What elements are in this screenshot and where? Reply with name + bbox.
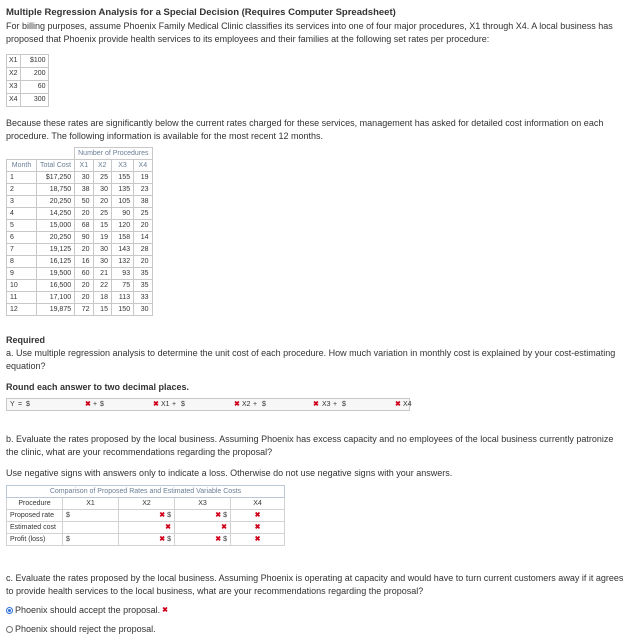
comparison-caption: Comparison of Proposed Rates and Estimated Variable Costs bbox=[7, 486, 285, 498]
history-cell: 20 bbox=[93, 195, 111, 207]
history-row bbox=[7, 291, 153, 303]
comparison-row-label: Estimated cost bbox=[7, 522, 63, 534]
x3-coefficient-input[interactable] bbox=[267, 399, 313, 410]
comparison-column-header: X3 bbox=[175, 498, 231, 510]
comparison-column-header: X2 bbox=[119, 498, 175, 510]
history-cell: 30 bbox=[93, 243, 111, 255]
option-label: Phoenix should accept the proposal. bbox=[15, 605, 161, 616]
history-column-header: X2 bbox=[93, 159, 111, 171]
history-cell: 90 bbox=[75, 231, 93, 243]
history-cell: 19 bbox=[134, 171, 152, 183]
option-label: Phoenix should reject the proposal. bbox=[15, 624, 156, 635]
history-cell: 16 bbox=[75, 255, 93, 267]
history-cell: 158 bbox=[111, 231, 133, 243]
history-cell: 2 bbox=[7, 183, 37, 195]
history-cell: 15 bbox=[93, 219, 111, 231]
recommendation-options bbox=[6, 604, 626, 636]
wrong-icon: ✖ bbox=[215, 512, 222, 520]
comparison-input-cell[interactable] bbox=[63, 510, 119, 522]
wrong-icon: ✖ bbox=[159, 536, 166, 544]
comparison-table bbox=[6, 485, 285, 546]
history-cell: 9 bbox=[7, 267, 37, 279]
comparison-input-cell[interactable] bbox=[119, 510, 175, 522]
comparison-input-cell[interactable] bbox=[119, 534, 175, 546]
history-row bbox=[7, 219, 153, 231]
history-cell: 113 bbox=[111, 291, 133, 303]
history-cell: 20,250 bbox=[37, 195, 75, 207]
wrong-icon: ✖ bbox=[165, 524, 171, 532]
rate-procedure: X2 bbox=[7, 67, 21, 80]
eq-dollar-2: $ bbox=[181, 401, 185, 409]
part-b-text: b. Evaluate the rates proposed by the local business. Assuming Phoenix has excess capacity and no employees of the local business currently patronize the clinic, what are your recommendations regarding the proposal? bbox=[6, 434, 614, 458]
history-cell: 16,125 bbox=[37, 255, 75, 267]
history-row bbox=[7, 303, 153, 315]
rate-row bbox=[7, 93, 49, 106]
history-cell: 35 bbox=[134, 279, 152, 291]
history-cell: 15 bbox=[93, 303, 111, 315]
history-cell: 35 bbox=[134, 267, 152, 279]
history-cell: 93 bbox=[111, 267, 133, 279]
dollar-sign: $ bbox=[66, 512, 70, 520]
wrong-icon: ✖ bbox=[254, 524, 261, 532]
wrong-icon: ✖ bbox=[254, 536, 261, 544]
history-row bbox=[7, 207, 153, 219]
history-cell: 30 bbox=[93, 255, 111, 267]
history-cell: 21 bbox=[93, 267, 111, 279]
history-cell: 155 bbox=[111, 171, 133, 183]
group-header: Number of Procedures bbox=[75, 147, 152, 159]
comparison-input-cell[interactable] bbox=[63, 534, 119, 546]
history-cell: 19,500 bbox=[37, 267, 75, 279]
eq-equals: = bbox=[18, 401, 23, 409]
history-cell: 25 bbox=[134, 207, 152, 219]
comparison-input-cell[interactable] bbox=[231, 534, 285, 546]
eq-plus-3: + bbox=[253, 401, 258, 409]
history-row bbox=[7, 171, 153, 183]
x1-coefficient-input[interactable] bbox=[105, 399, 151, 410]
history-cell: 105 bbox=[111, 195, 133, 207]
eq-plus-1: + bbox=[93, 401, 98, 409]
history-cell: 7 bbox=[7, 243, 37, 255]
history-cell: 20,250 bbox=[37, 231, 75, 243]
history-cell: 22 bbox=[93, 279, 111, 291]
comparison-column-header: X4 bbox=[231, 498, 285, 510]
comparison-row-label: Profit (loss) bbox=[7, 534, 63, 546]
eq-x1-label: X1 bbox=[161, 401, 170, 409]
dollar-sign: $ bbox=[167, 512, 171, 520]
required-heading: Required bbox=[6, 334, 46, 345]
comparison-row bbox=[7, 534, 285, 546]
history-column-header: Month bbox=[7, 159, 37, 171]
history-cell: 150 bbox=[111, 303, 133, 315]
history-cell: 5 bbox=[7, 219, 37, 231]
history-cell: 28 bbox=[134, 243, 152, 255]
history-cell: 143 bbox=[111, 243, 133, 255]
history-cell: 30 bbox=[75, 171, 93, 183]
history-cell: 3 bbox=[7, 195, 37, 207]
comparison-row-label: Proposed rate bbox=[7, 510, 63, 522]
rate-value: 300 bbox=[20, 93, 48, 106]
x2-wrong-icon: ✖ bbox=[234, 401, 240, 409]
history-column-header: X1 bbox=[75, 159, 93, 171]
rates-table bbox=[6, 54, 49, 107]
eq-dollar-4: $ bbox=[342, 401, 346, 409]
history-cell: 90 bbox=[111, 207, 133, 219]
eq-plus-2: + bbox=[172, 401, 177, 409]
history-table bbox=[6, 147, 153, 316]
x3-wrong-icon: ✖ bbox=[313, 401, 319, 409]
comparison-input-cell[interactable] bbox=[175, 534, 231, 546]
rate-value: 60 bbox=[20, 80, 48, 93]
eq-dollar-1: $ bbox=[100, 401, 104, 409]
history-cell: 25 bbox=[93, 207, 111, 219]
history-cell: 18,750 bbox=[37, 183, 75, 195]
recommendation-option[interactable] bbox=[6, 623, 626, 636]
history-cell: 20 bbox=[75, 279, 93, 291]
history-cell: 20 bbox=[134, 219, 152, 231]
rate-procedure: X3 bbox=[7, 80, 21, 93]
context-text: Because these rates are significantly below the current rates charged for these services, management has asked for detailed cost information on each procedure. The following information is available for the most recent 12 months. bbox=[6, 117, 604, 141]
sign-note: Use negative signs with answers only to indicate a loss. Otherwise do not use negative signs with your answers. bbox=[6, 468, 453, 479]
history-row bbox=[7, 231, 153, 243]
x1-wrong-icon: ✖ bbox=[153, 401, 159, 409]
wrong-icon: ✖ bbox=[215, 536, 222, 544]
history-cell: 16,500 bbox=[37, 279, 75, 291]
comparison-input-cell[interactable] bbox=[231, 510, 285, 522]
history-column-header: X3 bbox=[111, 159, 133, 171]
history-cell: 19 bbox=[93, 231, 111, 243]
history-cell: 20 bbox=[134, 255, 152, 267]
history-cell: 30 bbox=[134, 303, 152, 315]
comparison-input-cell[interactable] bbox=[175, 510, 231, 522]
rate-value: 200 bbox=[20, 67, 48, 80]
history-cell: 14 bbox=[134, 231, 152, 243]
recommendation-option[interactable] bbox=[6, 604, 626, 617]
history-cell: 135 bbox=[111, 183, 133, 195]
x4-coefficient-input[interactable] bbox=[347, 399, 391, 410]
comparison-input-cell[interactable] bbox=[175, 522, 231, 534]
part-a-text: a. Use multiple regression analysis to determine the unit cost of each procedure. How much variation in monthly cost is explained by your cost-estimating equation? bbox=[6, 348, 616, 372]
history-cell: 20 bbox=[75, 291, 93, 303]
eq-y-label: Y bbox=[10, 401, 15, 409]
radio-button[interactable] bbox=[6, 626, 13, 633]
history-row bbox=[7, 183, 153, 195]
x4-wrong-icon: ✖ bbox=[395, 401, 401, 409]
history-cell: 33 bbox=[134, 291, 152, 303]
history-row bbox=[7, 255, 153, 267]
history-cell: 25 bbox=[93, 171, 111, 183]
radio-button[interactable] bbox=[6, 607, 13, 614]
history-cell: 14,250 bbox=[37, 207, 75, 219]
history-cell: 4 bbox=[7, 207, 37, 219]
history-column-header: X4 bbox=[134, 159, 152, 171]
history-cell: 68 bbox=[75, 219, 93, 231]
comparison-column-header: X1 bbox=[63, 498, 119, 510]
rate-procedure: X4 bbox=[7, 93, 21, 106]
history-row bbox=[7, 267, 153, 279]
history-row bbox=[7, 279, 153, 291]
history-cell: $17,250 bbox=[37, 171, 75, 183]
part-c-text: c. Evaluate the rates proposed by the local business. Assuming Phoenix is operating at capacity and would have to turn current customers away if it agrees to provide health services to the local business, what are your recommendations regarding the proposal? bbox=[6, 573, 624, 597]
eq-x4-label: X4 bbox=[403, 401, 412, 409]
history-cell: 8 bbox=[7, 255, 37, 267]
dollar-sign: $ bbox=[66, 536, 70, 544]
round-note: Round each answer to two decimal places. bbox=[6, 382, 190, 393]
history-cell: 19,875 bbox=[37, 303, 75, 315]
history-column-header: Total Cost bbox=[37, 159, 75, 171]
history-cell: 38 bbox=[75, 183, 93, 195]
question-title: Multiple Regression Analysis for a Special Decision (Requires Computer Spreadsheet) bbox=[6, 7, 396, 18]
eq-x3-label: X3 bbox=[322, 401, 331, 409]
history-row bbox=[7, 243, 153, 255]
regression-equation bbox=[6, 398, 410, 411]
eq-dollar-3: $ bbox=[262, 401, 266, 409]
rate-row bbox=[7, 54, 49, 67]
history-cell: 19,125 bbox=[37, 243, 75, 255]
option-wrong-icon: ✖ bbox=[162, 606, 168, 614]
history-cell: 10 bbox=[7, 279, 37, 291]
comparison-column-header: Procedure bbox=[7, 498, 63, 510]
x2-coefficient-input[interactable] bbox=[186, 399, 232, 410]
history-cell: 120 bbox=[111, 219, 133, 231]
comparison-input-cell[interactable] bbox=[119, 522, 175, 534]
eq-x2-label: X2 bbox=[242, 401, 251, 409]
intercept-wrong-icon: ✖ bbox=[85, 401, 91, 409]
history-cell: 12 bbox=[7, 303, 37, 315]
eq-intercept-dollar: $ bbox=[26, 401, 30, 409]
rate-row bbox=[7, 80, 49, 93]
history-cell: 17,100 bbox=[37, 291, 75, 303]
history-cell: 75 bbox=[111, 279, 133, 291]
rate-procedure: X1 bbox=[7, 54, 21, 67]
comparison-row bbox=[7, 510, 285, 522]
history-cell: 72 bbox=[75, 303, 93, 315]
history-cell: 50 bbox=[75, 195, 93, 207]
rate-value: $100 bbox=[20, 54, 48, 67]
history-row bbox=[7, 195, 153, 207]
intro-text: For billing purposes, assume Phoenix Family Medical Clinic classifies its services into one of four major procedures, X1 through X4. A local business has proposed that Phoenix provide health services to its employees and their families at the following set rates per procedure: bbox=[6, 20, 613, 44]
eq-plus-4: + bbox=[333, 401, 338, 409]
history-cell: 132 bbox=[111, 255, 133, 267]
history-cell: 18 bbox=[93, 291, 111, 303]
history-cell: 30 bbox=[93, 183, 111, 195]
comparison-input-cell[interactable] bbox=[231, 522, 285, 534]
wrong-icon: ✖ bbox=[221, 524, 227, 532]
dollar-sign: $ bbox=[223, 536, 227, 544]
comparison-input-cell[interactable] bbox=[63, 522, 119, 534]
intercept-input[interactable] bbox=[31, 399, 79, 410]
history-cell: 11 bbox=[7, 291, 37, 303]
comparison-row bbox=[7, 522, 285, 534]
wrong-icon: ✖ bbox=[159, 512, 166, 520]
history-cell: 38 bbox=[134, 195, 152, 207]
dollar-sign: $ bbox=[167, 536, 171, 544]
dollar-sign: $ bbox=[223, 512, 227, 520]
history-cell: 20 bbox=[75, 243, 93, 255]
history-cell: 15,000 bbox=[37, 219, 75, 231]
history-cell: 20 bbox=[75, 207, 93, 219]
history-cell: 1 bbox=[7, 171, 37, 183]
history-cell: 23 bbox=[134, 183, 152, 195]
rate-row bbox=[7, 67, 49, 80]
history-cell: 60 bbox=[75, 267, 93, 279]
history-cell: 6 bbox=[7, 231, 37, 243]
wrong-icon: ✖ bbox=[254, 512, 261, 520]
